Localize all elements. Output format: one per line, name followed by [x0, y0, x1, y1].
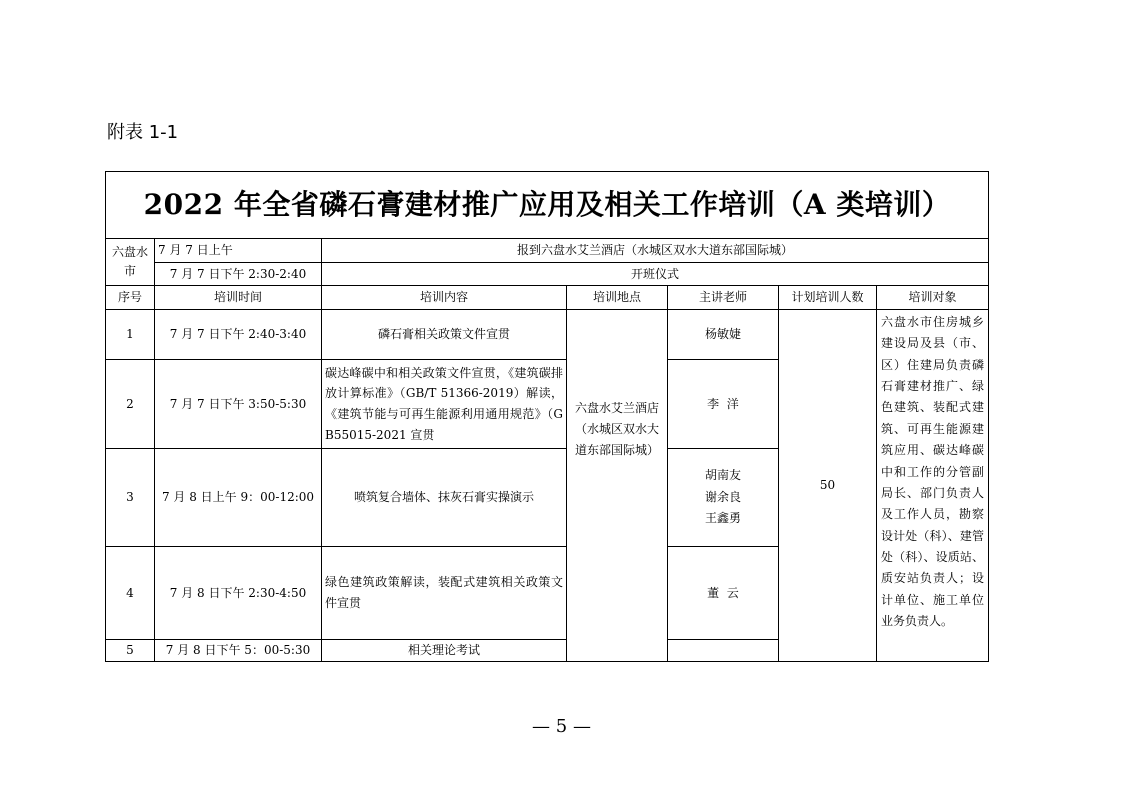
- pre-row-time: 7 月 7 日上午: [155, 239, 322, 263]
- row-teacher: 胡南友 谢余良 王鑫勇: [668, 449, 779, 547]
- planned-count: 50: [779, 310, 877, 662]
- location-cell: [567, 310, 668, 662]
- training-schedule-table: [105, 171, 989, 662]
- row-number: 2: [106, 360, 155, 449]
- header-cell: 计划培训人数: [779, 286, 877, 310]
- header-cell: 培训对象: [877, 286, 989, 310]
- row-teacher: 董 云: [668, 547, 779, 640]
- table-row: [106, 310, 989, 360]
- location-text: 六盘水艾兰酒店（水城区双水大道东部国际城）: [574, 401, 659, 457]
- row-time: 7 月 7 日下午 2:40-3:40: [155, 310, 322, 360]
- row-time: 7 月 8 日下午 2:30-4:50: [155, 547, 322, 640]
- row-time: 7 月 8 日上午 9：00-12:00: [155, 449, 322, 547]
- table-title: 2022 年全省磷石膏建材推广应用及相关工作培训（A 类培训）: [106, 172, 989, 239]
- appendix-label: 附表 1-1: [107, 122, 179, 143]
- row-content: 喷筑复合墙体、抹灰石膏实操演示: [322, 449, 567, 547]
- row-number: 4: [106, 547, 155, 640]
- header-cell: 培训地点: [567, 286, 668, 310]
- row-content: 磷石膏相关政策文件宣贯: [322, 310, 567, 360]
- row-teacher: [668, 640, 779, 662]
- page-number: — 5 —: [532, 716, 591, 737]
- row-time: 7 月 7 日下午 3:50-5:30: [155, 360, 322, 449]
- row-content: 相关理论考试: [322, 640, 567, 662]
- header-cell: 培训时间: [155, 286, 322, 310]
- header-cell: 主讲老师: [668, 286, 779, 310]
- row-number: 1: [106, 310, 155, 360]
- row-number: 3: [106, 449, 155, 547]
- target-audience: 六盘水市住房城乡建设局及县（市、区）住建局负责磷石膏建材推广、绿色建筑、装配式建筑、可再生能源建筑应用、碳达峰碳中和工作的分管副局长、部门负责人及工作人员，勘察设计处（科）、建管处（科）、设质站、质安站负责人；设计单位、施工单位业务负责人。: [877, 310, 989, 662]
- header-cell: 序号: [106, 286, 155, 310]
- pre-row-time: 7 月 7 日下午 2:30-2:40: [155, 263, 322, 286]
- row-content: 绿色建筑政策解读，装配式建筑相关政策文件宣贯: [322, 547, 567, 640]
- header-cell: 培训内容: [322, 286, 567, 310]
- row-content: 碳达峰碳中和相关政策文件宣贯，《建筑碳排放计算标准》（GB/T 51366-2019）解读，《建筑节能与可再生能源利用通用规范》（GB55015-2021 宣贯: [322, 360, 567, 449]
- row-time: 7 月 8 日下午 5：00-5:30: [155, 640, 322, 662]
- row-teacher: 杨敏婕: [668, 310, 779, 360]
- pre-row-content: 报到六盘水艾兰酒店（水城区双水大道东部国际城）: [322, 239, 989, 263]
- row-number: 5: [106, 640, 155, 662]
- header-row: [106, 286, 989, 310]
- pre-row-content: 开班仪式: [322, 263, 989, 286]
- city-cell: 六盘水市: [106, 239, 155, 286]
- row-teacher: 李 洋: [668, 360, 779, 449]
